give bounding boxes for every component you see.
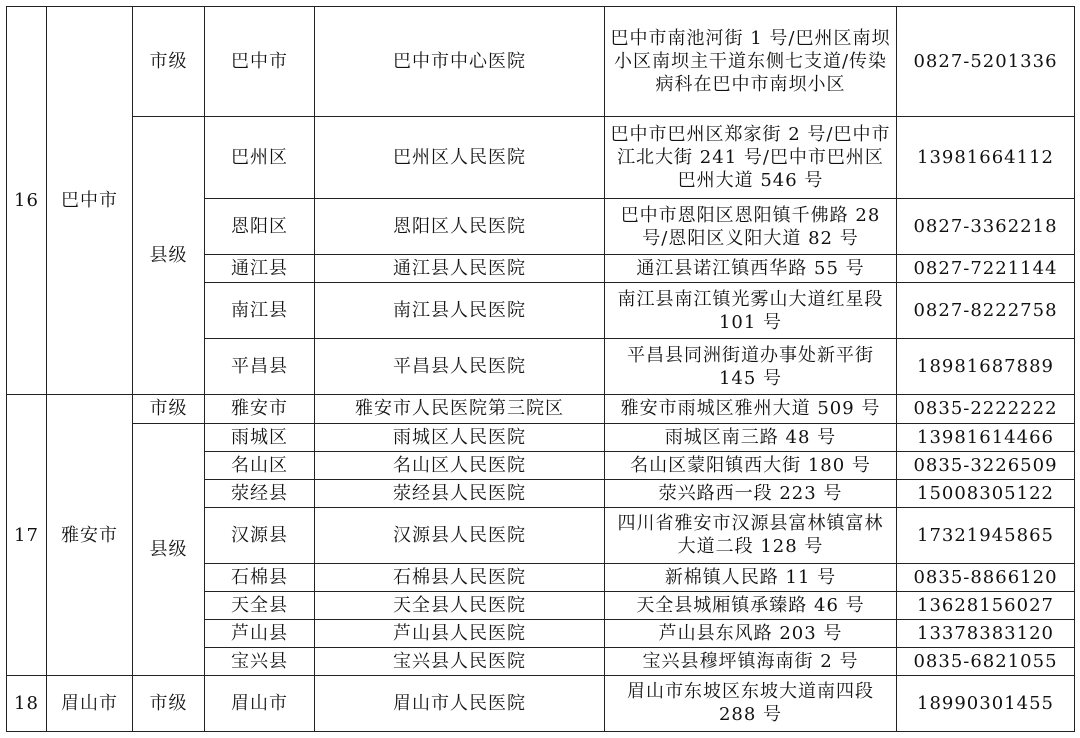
table-row	[7, 7, 1075, 117]
district-name: 名山区	[205, 451, 315, 479]
level-label: 市级	[133, 675, 205, 731]
phone-number: 13981614466	[897, 423, 1075, 451]
phone-number: 0835-6821055	[897, 647, 1075, 675]
hospital-address: 宝兴县穆坪镇海南街 2 号	[605, 647, 897, 675]
district-name: 雅安市	[205, 395, 315, 423]
phone-number: 0835-2222222	[897, 395, 1075, 423]
hospital-name: 名山区人民医院	[315, 451, 605, 479]
row-number: 17	[7, 395, 47, 675]
hospital-name: 汉源县人民医院	[315, 507, 605, 563]
phone-number: 13378383120	[897, 619, 1075, 647]
hospital-address: 巴中市恩阳区恩阳镇千佛路 28 号/恩阳区义阳大道 82 号	[605, 199, 897, 255]
phone-number: 0835-8866120	[897, 563, 1075, 591]
district-name: 恩阳区	[205, 199, 315, 255]
phone-number: 13628156027	[897, 591, 1075, 619]
table-row	[7, 675, 1075, 731]
district-name: 石棉县	[205, 563, 315, 591]
hospital-address: 天全县城厢镇承臻路 46 号	[605, 591, 897, 619]
city-name: 雅安市	[47, 395, 133, 675]
hospital-name: 恩阳区人民医院	[315, 199, 605, 255]
hospital-name: 芦山县人民医院	[315, 619, 605, 647]
phone-number: 0827-8222758	[897, 283, 1075, 339]
hospital-address: 眉山市东坡区东坡大道南四段 288 号	[605, 675, 897, 731]
district-name: 芦山县	[205, 619, 315, 647]
district-name: 宝兴县	[205, 647, 315, 675]
hospital-name: 平昌县人民医院	[315, 339, 605, 395]
phone-number: 18990301455	[897, 675, 1075, 731]
hospital-address: 名山区蒙阳镇西大街 180 号	[605, 451, 897, 479]
district-name: 平昌县	[205, 339, 315, 395]
district-name: 通江县	[205, 255, 315, 283]
hospital-name: 巴州区人民医院	[315, 117, 605, 199]
hospital-name: 南江县人民医院	[315, 283, 605, 339]
table-row	[7, 395, 1075, 423]
row-number: 16	[7, 7, 47, 395]
phone-number: 15008305122	[897, 479, 1075, 507]
hospital-name: 雨城区人民医院	[315, 423, 605, 451]
phone-number: 17321945865	[897, 507, 1075, 563]
phone-number: 0827-7221144	[897, 255, 1075, 283]
city-name: 眉山市	[47, 675, 133, 731]
level-label: 市级	[133, 395, 205, 423]
city-name: 巴中市	[47, 7, 133, 395]
district-name: 荥经县	[205, 479, 315, 507]
hospital-name: 通江县人民医院	[315, 255, 605, 283]
hospital-address: 平昌县同洲街道办事处新平街 145 号	[605, 339, 897, 395]
district-name: 汉源县	[205, 507, 315, 563]
hospital-address: 芦山县东风路 203 号	[605, 619, 897, 647]
district-name: 巴中市	[205, 7, 315, 117]
hospital-address: 巴中市南池河街 1 号/巴州区南坝小区南坝主干道东侧七支道/传染病科在巴中市南坝小区	[605, 7, 897, 117]
phone-number: 18981687889	[897, 339, 1075, 395]
hospital-address: 雨城区南三路 48 号	[605, 423, 897, 451]
table-row	[7, 117, 1075, 199]
level-label: 市级	[133, 7, 205, 117]
hospital-name: 巴中市中心医院	[315, 7, 605, 117]
district-name: 巴州区	[205, 117, 315, 199]
hospital-name: 雅安市人民医院第三院区	[315, 395, 605, 423]
hospital-name: 宝兴县人民医院	[315, 647, 605, 675]
hospital-address: 南江县南江镇光雾山大道红星段 101 号	[605, 283, 897, 339]
table-row	[7, 423, 1075, 451]
hospital-address: 新棉镇人民路 11 号	[605, 563, 897, 591]
hospital-name: 天全县人民医院	[315, 591, 605, 619]
phone-number: 0835-3226509	[897, 451, 1075, 479]
district-name: 眉山市	[205, 675, 315, 731]
district-name: 天全县	[205, 591, 315, 619]
row-number: 18	[7, 675, 47, 731]
hospital-name: 石棉县人民医院	[315, 563, 605, 591]
level-label: 县级	[133, 423, 205, 675]
hospital-address: 巴中市巴州区郑家街 2 号/巴中市江北大街 241 号/巴中市巴州区巴州大道 546 号	[605, 117, 897, 199]
hospital-name: 眉山市人民医院	[315, 675, 605, 731]
hospital-address: 荥兴路西一段 223 号	[605, 479, 897, 507]
hospital-address: 通江县诺江镇西华路 55 号	[605, 255, 897, 283]
phone-number: 13981664112	[897, 117, 1075, 199]
district-name: 南江县	[205, 283, 315, 339]
hospital-table	[6, 6, 1075, 732]
level-label: 县级	[133, 117, 205, 395]
hospital-address: 雅安市雨城区雅州大道 509 号	[605, 395, 897, 423]
hospital-name: 荥经县人民医院	[315, 479, 605, 507]
hospital-address: 四川省雅安市汉源县富林镇富林大道二段 128 号	[605, 507, 897, 563]
phone-number: 0827-5201336	[897, 7, 1075, 117]
district-name: 雨城区	[205, 423, 315, 451]
phone-number: 0827-3362218	[897, 199, 1075, 255]
